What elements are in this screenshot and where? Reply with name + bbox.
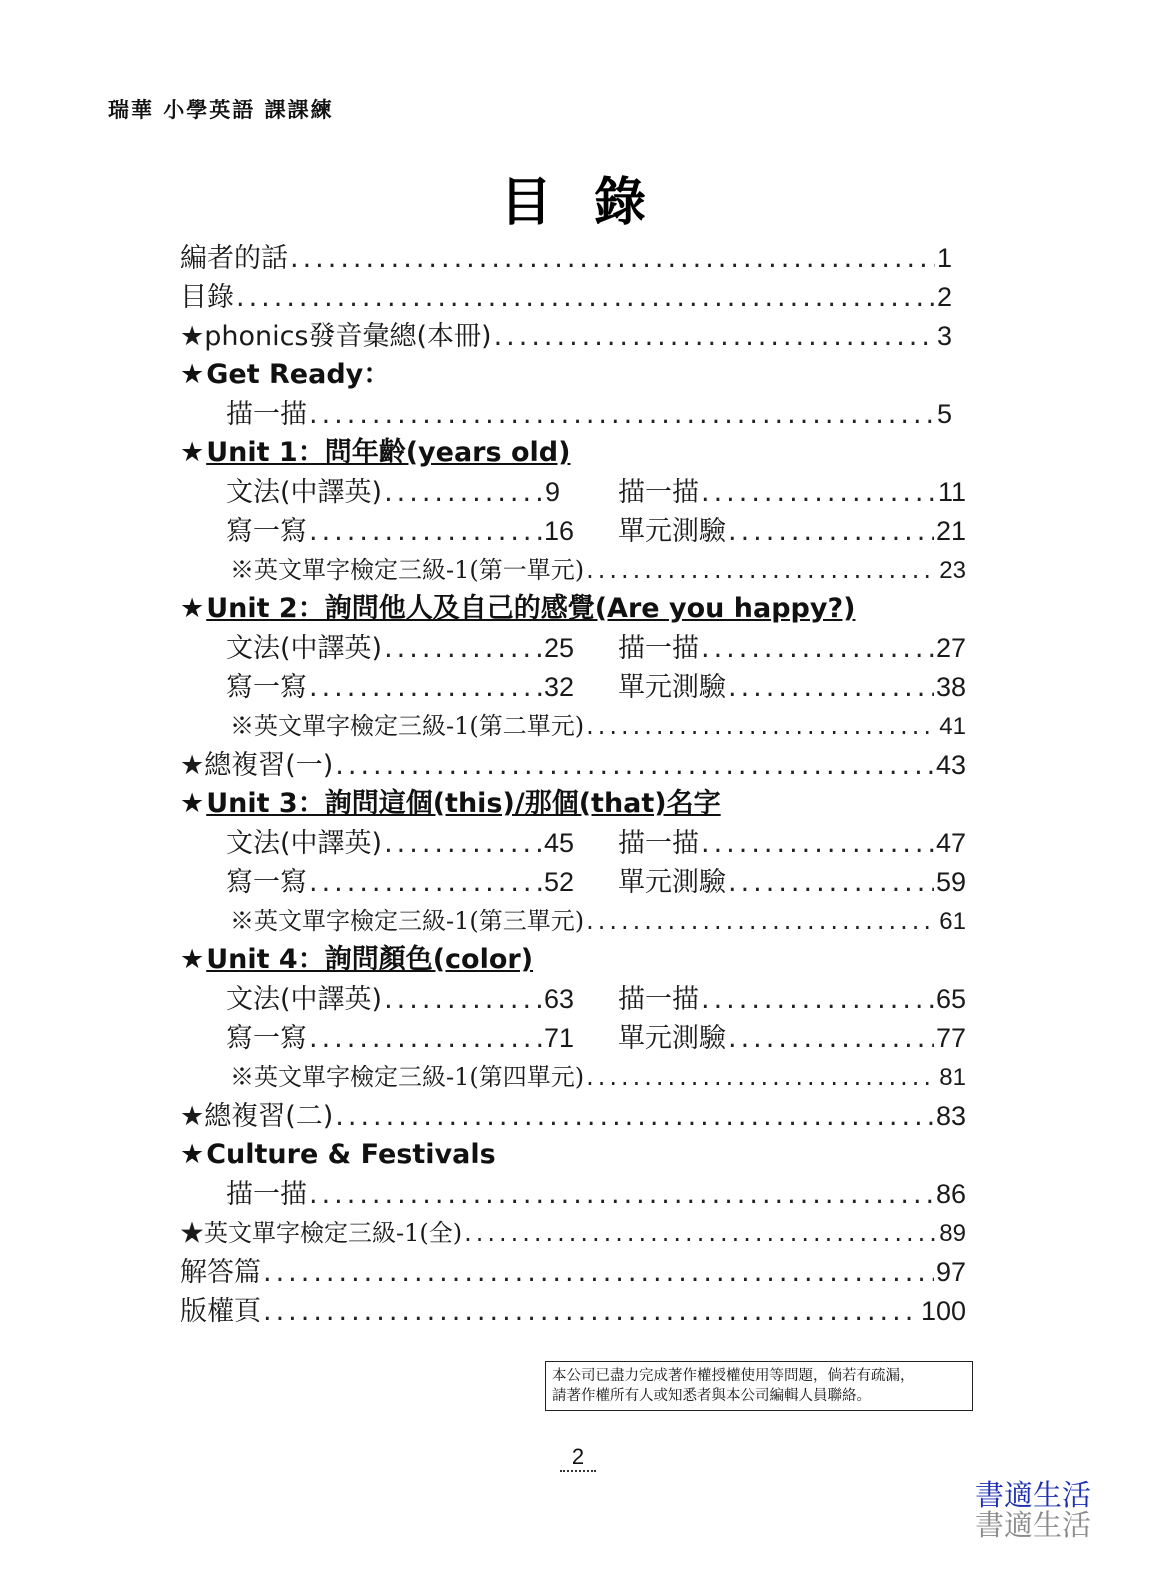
toc-entry-page: 32 xyxy=(543,672,574,702)
dot-leader xyxy=(586,903,937,939)
dot-leader xyxy=(335,1099,934,1134)
toc-entry-page: 9 xyxy=(544,477,560,507)
toc-entry-unit-1-scan[interactable] xyxy=(618,474,966,510)
toc-entry-unit-3-scan[interactable] xyxy=(618,825,966,861)
toc-entry-unit-4-grammar[interactable] xyxy=(226,981,574,1017)
section-heading-text: Get Ready： xyxy=(206,359,391,390)
toc-entry-page: 89 xyxy=(939,1220,966,1247)
toc-entry-unit-1-test[interactable] xyxy=(618,513,966,549)
toc-entry-page: 16 xyxy=(543,516,574,546)
dot-leader xyxy=(309,865,542,900)
toc-entry-page: 71 xyxy=(543,1023,574,1053)
dot-leader xyxy=(494,319,935,354)
toc-entry-page: 47 xyxy=(935,828,966,858)
toc-entry-label: 版權頁 xyxy=(180,1296,261,1327)
toc-entry-vocab-all[interactable] xyxy=(180,1215,966,1251)
section-heading-text: Unit 4：詢問顏色(color) xyxy=(206,944,534,975)
dot-leader xyxy=(309,1177,934,1212)
toc-entry-page: 41 xyxy=(939,713,966,740)
dot-leader xyxy=(263,1255,934,1290)
toc-entry-page: 25 xyxy=(543,633,574,663)
toc-entry-label: 寫一寫 xyxy=(226,1023,307,1054)
toc-entry-contents[interactable] xyxy=(180,279,952,315)
toc-entry-label: 描一描 xyxy=(618,984,699,1015)
section-heading-unit-4 xyxy=(180,942,533,978)
toc-entry-page: 3 xyxy=(936,321,952,351)
page-number: 2 xyxy=(560,1444,596,1472)
star-icon: ★ xyxy=(180,593,205,624)
dot-leader xyxy=(384,982,542,1017)
notice-line: 請著作權所有人或知悉者與本公司編輯人員聯絡。 xyxy=(552,1388,871,1404)
section-heading-unit-3 xyxy=(180,786,721,822)
toc-entry-unit-2-scan[interactable] xyxy=(618,630,966,666)
toc-entry-page: 63 xyxy=(543,984,574,1014)
toc-entry-unit-1-write[interactable] xyxy=(226,513,574,549)
toc-entry-page: 83 xyxy=(935,1101,966,1131)
toc-entry-page: 38 xyxy=(935,672,966,702)
star-icon: ★ xyxy=(180,1139,205,1170)
dot-leader xyxy=(309,1021,542,1056)
toc-entry-answers[interactable] xyxy=(180,1254,966,1290)
toc-entry-unit-2-test[interactable] xyxy=(618,669,966,705)
star-icon: ★ xyxy=(180,359,205,390)
dot-leader xyxy=(309,514,542,549)
toc-entry-page: 97 xyxy=(935,1257,966,1287)
toc-entry-unit-2-grammar[interactable] xyxy=(226,630,574,666)
section-heading-text: Unit 3：詢問這個(this)/那個(that)名字 xyxy=(206,788,721,819)
toc-entry-page: 1 xyxy=(936,243,952,273)
star-icon: ★ xyxy=(180,437,205,468)
copyright-notice-box xyxy=(545,1361,973,1411)
toc-entry-page: 77 xyxy=(935,1023,966,1053)
toc-entry-label: ★總複習(一) xyxy=(180,750,334,781)
toc-entry-unit-1-grammar[interactable] xyxy=(226,474,560,510)
dot-leader xyxy=(701,826,934,861)
toc-entry-page: 21 xyxy=(935,516,966,546)
section-heading-text: Unit 2：詢問他人及自己的感覺(Are you happy?) xyxy=(206,593,856,624)
dot-leader xyxy=(586,1059,937,1095)
toc-entry-page: 27 xyxy=(935,633,966,663)
toc-entry-label: 描一描 xyxy=(226,1179,307,1210)
toc-entry-label: 寫一寫 xyxy=(226,867,307,898)
toc-entry-page: 81 xyxy=(939,1064,966,1091)
section-heading-culture xyxy=(180,1137,496,1173)
toc-entry-label: ※英文單字檢定三級-1(第三單元) xyxy=(230,907,585,935)
dot-leader xyxy=(728,670,934,705)
dot-leader xyxy=(384,475,543,510)
toc-entry-unit-4-scan[interactable] xyxy=(618,981,966,1017)
toc-entry-label: 描一描 xyxy=(618,477,699,508)
dot-leader xyxy=(236,280,935,315)
dot-leader xyxy=(309,670,542,705)
toc-entry-culture-scan[interactable] xyxy=(226,1176,966,1212)
toc-entry-page: 5 xyxy=(936,399,952,429)
toc-entry-unit-3-test[interactable] xyxy=(618,864,966,900)
dot-leader xyxy=(464,1215,937,1251)
toc-entry-label: ※英文單字檢定三級-1(第二單元) xyxy=(230,712,585,740)
toc-entry-unit-3-write[interactable] xyxy=(226,864,574,900)
section-heading-text: Unit 1：問年齡(years old) xyxy=(206,437,571,468)
toc-entry-label: 文法(中譯英) xyxy=(226,477,383,508)
toc-entry-unit-3-grammar[interactable] xyxy=(226,825,574,861)
toc-entry-label: ★總複習(二) xyxy=(180,1101,334,1132)
watermark-text: 書適生活 xyxy=(975,1508,1092,1542)
dot-leader xyxy=(701,631,934,666)
dot-leader xyxy=(701,982,934,1017)
dot-leader xyxy=(586,552,937,588)
toc-entry-phonics[interactable] xyxy=(180,318,952,354)
page-title: 目 錄 xyxy=(499,173,659,233)
toc-entry-label: 單元測驗 xyxy=(618,1023,726,1054)
toc-entry-label: 文法(中譯英) xyxy=(226,984,383,1015)
toc-entry-label: 編者的話 xyxy=(180,243,288,274)
toc-entry-page: 52 xyxy=(543,867,574,897)
toc-entry-unit-4-vocab[interactable] xyxy=(230,1059,966,1095)
toc-entry-page: 43 xyxy=(935,750,966,780)
toc-entry-page: 23 xyxy=(939,557,966,584)
toc-entry-unit-4-test[interactable] xyxy=(618,1020,966,1056)
toc-entry-label: 描一描 xyxy=(226,399,307,430)
toc-entry-label: 單元測驗 xyxy=(618,516,726,547)
toc-entry-label: 解答篇 xyxy=(180,1257,261,1288)
watermark-text: 書適生活 xyxy=(975,1478,1092,1512)
toc-entry-label: 文法(中譯英) xyxy=(226,828,383,859)
toc-entry-label: 文法(中譯英) xyxy=(226,633,383,664)
toc-entry-page: 100 xyxy=(920,1296,966,1326)
toc-entry-page: 61 xyxy=(939,908,966,935)
toc-entry-copyright[interactable] xyxy=(180,1293,966,1329)
dot-leader xyxy=(335,748,934,783)
toc-entry-review-1[interactable] xyxy=(180,747,966,783)
toc-entry-page: 2 xyxy=(936,282,952,312)
toc-entry-label: ★英文單字檢定三級-1(全) xyxy=(180,1219,463,1247)
toc-entry-label: 描一描 xyxy=(618,633,699,664)
toc-entry-get-ready-scan[interactable] xyxy=(226,396,952,432)
toc-entry-review-2[interactable] xyxy=(180,1098,966,1134)
dot-leader xyxy=(290,241,935,276)
toc-entry-page: 65 xyxy=(935,984,966,1014)
toc-entry-page: 86 xyxy=(935,1179,966,1209)
toc-entry-label: ※英文單字檢定三級-1(第一單元) xyxy=(230,556,585,584)
toc-entry-unit-2-write[interactable] xyxy=(226,669,574,705)
star-icon: ★ xyxy=(180,788,205,819)
dot-leader xyxy=(701,475,936,510)
book-series-header: 瑞華 小學英語 課課練 xyxy=(108,97,334,122)
dot-leader xyxy=(586,708,937,744)
toc-entry-unit-1-vocab[interactable] xyxy=(230,552,966,588)
toc-entry-unit-2-vocab[interactable] xyxy=(230,708,966,744)
dot-leader xyxy=(384,826,542,861)
dot-leader xyxy=(728,865,934,900)
dot-leader xyxy=(384,631,542,666)
toc-entry-label: ※英文單字檢定三級-1(第四單元) xyxy=(230,1063,585,1091)
toc-entry-label: 單元測驗 xyxy=(618,672,726,703)
toc-entry-label: 描一描 xyxy=(618,828,699,859)
toc-entry-unit-3-vocab[interactable] xyxy=(230,903,966,939)
toc-entry-unit-4-write[interactable] xyxy=(226,1020,574,1056)
star-icon: ★ xyxy=(180,944,205,975)
dot-leader xyxy=(263,1294,919,1329)
toc-entry-label: ★phonics發音彙總(本冊) xyxy=(180,321,492,352)
toc-entry-label: 目錄 xyxy=(180,282,234,313)
toc-entry-label: 寫一寫 xyxy=(226,672,307,703)
section-heading-unit-1 xyxy=(180,435,570,471)
toc-entry-page: 45 xyxy=(543,828,574,858)
notice-line: 本公司已盡力完成著作權授權使用等問題，倘若有疏漏， xyxy=(552,1368,915,1384)
dot-leader xyxy=(728,1021,934,1056)
toc-entry-editor-note[interactable] xyxy=(180,240,952,276)
toc-entry-page: 59 xyxy=(935,867,966,897)
dot-leader xyxy=(309,397,935,432)
section-heading-unit-2 xyxy=(180,591,855,627)
section-heading-get-ready xyxy=(180,357,390,393)
section-heading-text: Culture & Festivals xyxy=(206,1139,496,1170)
dot-leader xyxy=(728,514,934,549)
toc-entry-page: 11 xyxy=(937,477,966,507)
toc-entry-label: 單元測驗 xyxy=(618,867,726,898)
toc-entry-label: 寫一寫 xyxy=(226,516,307,547)
